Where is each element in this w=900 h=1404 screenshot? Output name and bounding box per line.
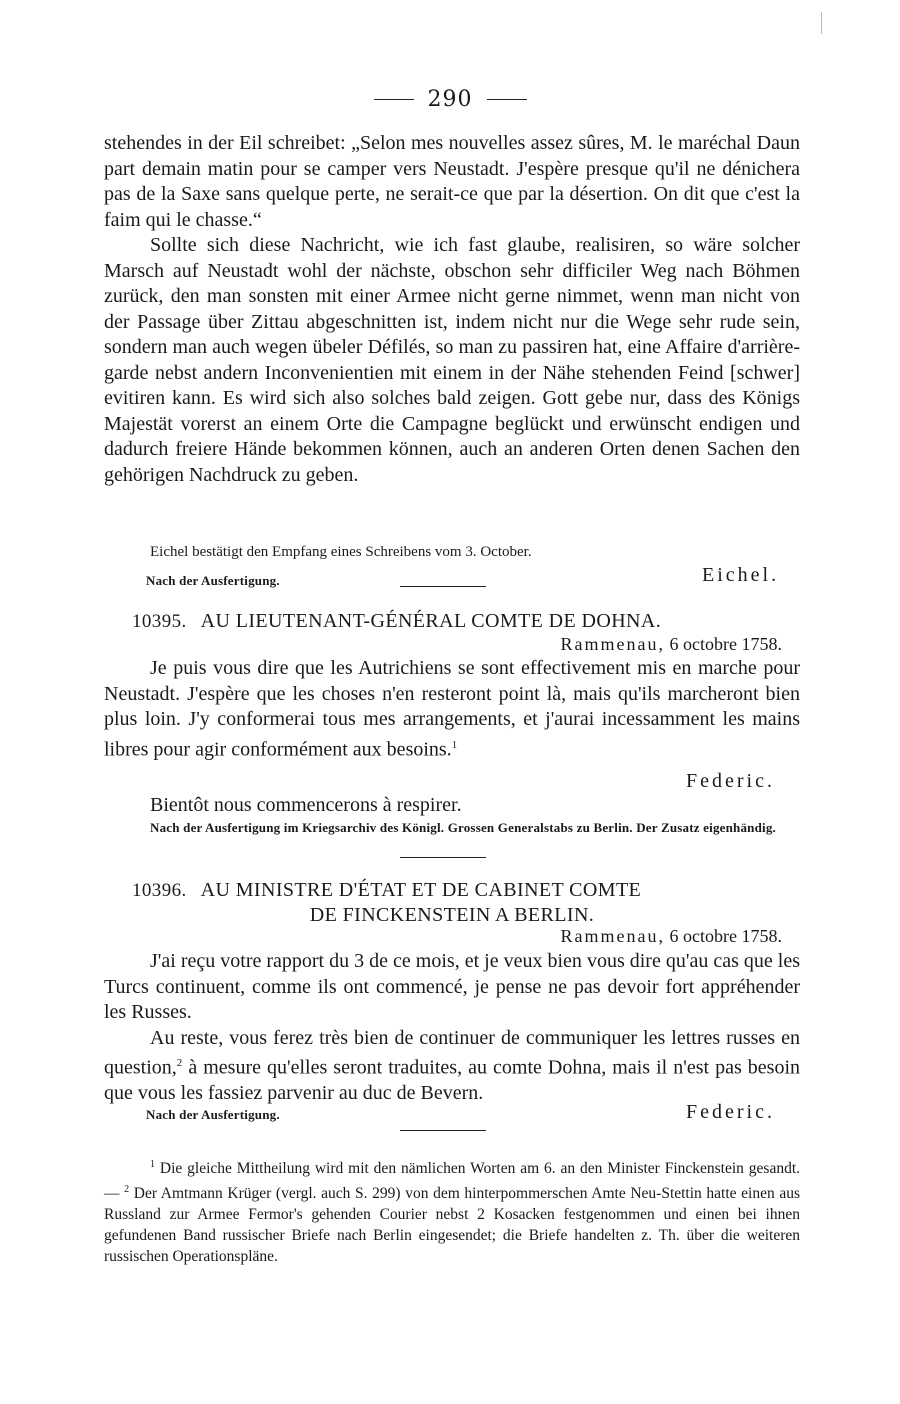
letter-10396-number: 10396. — [132, 880, 187, 901]
letter-10396-source: Nach der Ausfertigung. — [146, 1107, 280, 1122]
continuation-paragraph-1: stehendes in der Eil schreibet: „Selon mes nouvelles assez sûres, M. le maréchal Daun part demain matin pour se camper vers Neustadt. J'espère presque qu'il ne dénichera pas de la Saxe sans quelque perte, ne serait-ce que par la désertion. On dit que c'est la faim qui le chasse.“ — [104, 132, 800, 231]
letter-10396-paragraph-2 — [104, 1026, 800, 1107]
footnote-2-marker: 2 — [124, 1184, 130, 1196]
letter-10396-signature: Federic. — [686, 1101, 775, 1123]
footnote-block — [104, 1154, 800, 1267]
letter-10395-signature: Federic. — [686, 770, 775, 792]
letter-10396-heading-line-2: DE FINCKENSTEIN A BERLIN. — [309, 904, 595, 926]
letter-10396-dateline — [561, 926, 782, 947]
section-rule-2 — [400, 857, 486, 858]
letter-10395-text: Je puis vous dire que les Autrichiens se sont effectivement mis en marche pour Neustadt. J'espère que les choses n'en resteront point là, mais qu'ils marcheront bien plus loin. J'y conformerai tous mes arrangements, et j'aurai incessamment les mains libres pour agir conformément aux besoins. — [104, 657, 800, 761]
letter-10395-source-text: Nach der Ausfertigung im Kriegsarchiv des Königl. Grossen Generalstabs zu Berlin. Der Zusatz eigenhändig. — [150, 820, 776, 835]
continuation-source: Nach der Ausfertigung. — [146, 573, 280, 588]
continuation-text — [104, 131, 800, 488]
letter-10395-body — [104, 656, 800, 763]
letter-10395-number: 10395. — [132, 611, 187, 632]
letter-10396-place: Rammenau, — [560, 926, 666, 946]
letter-10396-date: 6 octobre 1758. — [669, 926, 782, 946]
letter-10395-paragraph — [104, 656, 800, 763]
continuation-signature: Eichel. — [702, 564, 780, 586]
header-dash-left — [374, 99, 414, 100]
letter-10395-dateline — [561, 634, 782, 655]
footnote-2-text: Der Amtmann Krüger (vergl. auch S. 299) von dem hinterpommerschen Amte Neu-Stettin hatte einen aus Russland zur Armee Fermor's gehenden Courier nebst 2 Kosacken festgenommen und einen bei ihnen gefundenen Band russischer Briefe nach Berlin eingesendet; die Briefe handelten z. Th. über die weiteren russischen Operationspläne. — [104, 1185, 801, 1266]
letter-10396-paragraph-1: J'ai reçu votre rapport du 3 de ce mois, et je veux bien vous dire qu'au cas que les Turcs continuent, comme ils ont commencé, je pense ne pas devoir fort appréhender les Russes. — [104, 950, 800, 1023]
letter-10395-title: AU LIEUTENANT-GÉNÉRAL COMTE DE DOHNA. — [200, 610, 662, 632]
letter-10396-heading-line-1 — [132, 878, 812, 903]
footnote-marker-1: 1 — [451, 738, 458, 751]
header-dash-right — [487, 99, 527, 100]
footnotes — [104, 1154, 800, 1267]
letter-10395-postscript: Bientôt nous commencerons à respirer. — [150, 794, 462, 816]
scan-edge-mark — [821, 12, 828, 34]
letter-10395-date: 6 octobre 1758. — [669, 634, 782, 654]
letter-10396-title-1: AU MINISTRE D'ÉTAT ET DE CABINET COMTE — [200, 879, 642, 901]
letter-10396-text-a: Au reste, vous ferez très bien de continuer de communiquer les lettres russes en question, — [104, 1026, 800, 1079]
footnote-marker-2: 2 — [176, 1057, 183, 1069]
letter-10396-text-b: à mesure qu'elles seront traduites, au comte Dohna, mais il n'est pas besoin que vous les fassiez parvenir au duc de Bevern. — [104, 1056, 800, 1105]
page-number: 290 — [427, 86, 473, 112]
letter-10395-place: Rammenau, — [560, 634, 666, 654]
letter-10395-source — [104, 818, 800, 838]
letter-10396-body — [104, 949, 800, 1107]
page-header — [0, 84, 900, 114]
letter-10395-heading — [132, 609, 812, 634]
footnote-1-marker: 1 — [150, 1159, 155, 1170]
footnote-1-text: Die gleiche Mittheilung wird mit den nämlichen Worten am 6. an den Minister Finckenstein gesandt. — — [104, 1160, 801, 1203]
section-rule-3 — [400, 1130, 486, 1131]
continuation-note: Eichel bestätigt den Empfang eines Schreibens vom 3. October. — [150, 544, 532, 560]
continuation-paragraph-2: Sollte sich diese Nachricht, wie ich fast glaube, realisiren, so wäre solcher Marsch auf Neustadt wohl der nächste, obschon sehr difficiler Weg nach Böhmen zurück, den man sonsten mit einer Armee nicht gerne nimmet, wenn man nicht von der Passage über Zittau abgeschnitten ist, indem nicht nur die Wege sehr rude sein, sondern man auch wegen übeler Défilés, so man zu passiren hat, eine Affaire d'arrière-garde nebst andern Inconvenientien mit einem in der Nähe stehenden Feind [schwer] evitiren kann. Es wird sich also solches bald zeigen. Gott gebe nur, dass des Königs Majestät vorerst an einem Orte die Campagne beglückt und erwünscht endigen und dadurch freiere Hände bekommen können, auch an anderen Orten denen Sachen den gehörigen Nachdruck zu geben. — [104, 234, 800, 486]
section-rule-1 — [400, 586, 486, 587]
